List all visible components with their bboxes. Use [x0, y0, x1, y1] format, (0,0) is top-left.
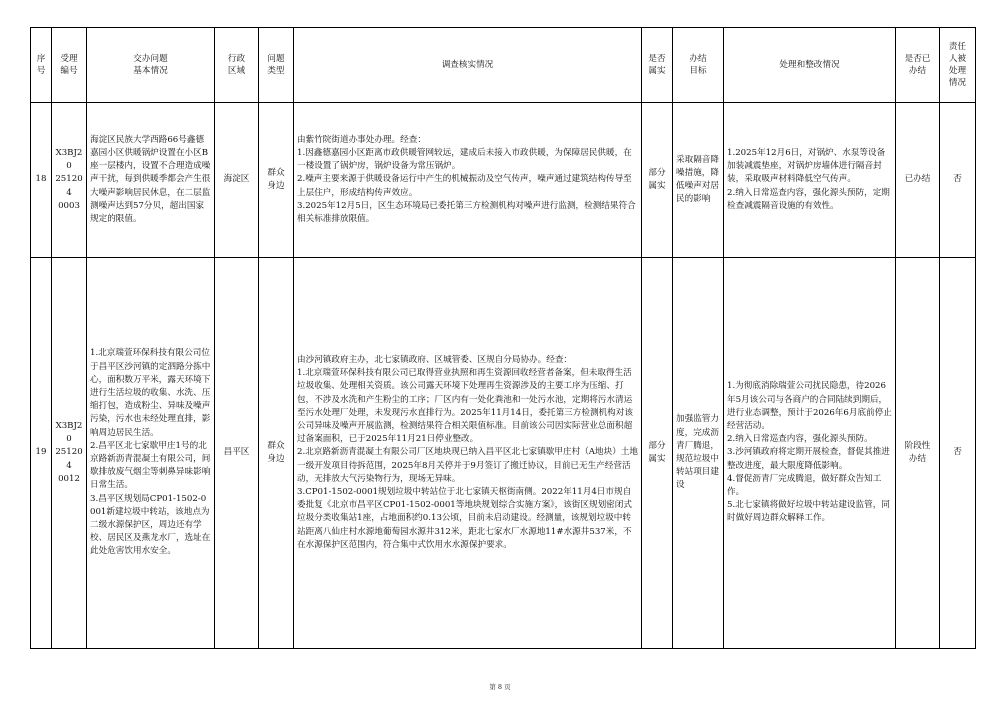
table-row [31, 103, 976, 258]
row-type: 群众 身边 [259, 258, 294, 649]
header-verified: 是否 属实 [642, 28, 673, 103]
row-investigation: 由紫竹院街道办事处办理。经查： 1.因鑫德嘉园小区距离市政供暖管网较远，建成后未接入市政供暖，为保障居民供暖，在一楼设置了锅炉房，锅炉设备为常压锅炉。 2.噪声主要来源于供暖设备运行中产生的机械振动及空气传声，噪声通过建筑结构传导至上层住户，形成结构传声效应。 3.2025年12月5日，区生态环境局已委托第三方检测机构对噪声进行监测，检测结果符合相关标准排放限值。 [294, 103, 642, 258]
page-number: 第 8 页 [489, 683, 511, 691]
row-issue: 海淀区民族大学西路66号鑫德嘉园小区供暖锅炉设置在小区B座一层楼内，设置不合理造成噪声干扰，每到供暖季都会产生很大噪声影响居民休息，在二层监测噪声达到57分贝，超出国家规定的限值。 [87, 103, 215, 258]
row-accountability: 否 [940, 258, 976, 649]
header-accountability: 责任 人被 处理 情况 [940, 28, 976, 103]
row-district: 海淀区 [215, 103, 259, 258]
row-seq: 18 [31, 103, 52, 258]
row-seq: 19 [31, 258, 52, 649]
row-closed: 阶段性 办结 [896, 258, 940, 649]
row-closed: 已办结 [896, 103, 940, 258]
header-district: 行政 区域 [215, 28, 259, 103]
header-code: 受理 编号 [52, 28, 87, 103]
row-district: 昌平区 [215, 258, 259, 649]
row-type: 群众 身边 [259, 103, 294, 258]
complaint-table [30, 27, 976, 649]
header-target: 办结 目标 [673, 28, 724, 103]
row-code: X3BJ20 251204 0003 [52, 103, 87, 258]
row-issue: 1.北京瑞萱环保科技有限公司位于昌平区沙河镇的定泗路分拣中心，面积数万平米，露天环境下进行生活垃圾的收集、水洗、压缩打包，造成粉尘、异味及噪声污染，污水也未经处理直排，影响周边居民生活。 2.昌平区北七家歇甲庄1号的北京路新沥青混凝土有限公司，间歇排放废气烟尘等刺鼻异味影响日常生活。 3.昌平区规划局CP01-1502-0001新建垃圾中转站，该地点为二级水源保护区，周边还有学校、居民区及燕龙水厂，选址在此处危害饮用水安全。 [87, 258, 215, 649]
row-verified: 部分 属实 [642, 103, 673, 258]
row-handling: 1.2025年12月6日，对锅炉、水泵等设备加装减震垫座，对锅炉房墙体进行隔音封装，采取吸声材料降低空气传声。 2.纳入日常巡查内容，强化源头预防，定期检查减震隔音设施的有效性。 [724, 103, 896, 258]
header-investigation: 调查核实情况 [294, 28, 642, 103]
row-handling: 1.为彻底消除瑞萱公司扰民隐患，待2026年5月该公司与各商户的合同陆续到期后，进行业态调整，预计于2026年6月底前停止经营活动。 2.纳入日常巡查内容，强化源头预防。 3.沙河镇政府将定期开展检查，督促其推进整改进度，最大限度降低影响。 4.督促沥青厂完成腾退，做好群众告知工作。 5.北七家镇将做好垃圾中转站建设监管，同时做好周边群众解释工作。 [724, 258, 896, 649]
row-target: 采取隔音降噪措施，降低噪声对居民的影响 [673, 103, 724, 258]
table-header-row [31, 28, 976, 103]
header-closed: 是否已 办结 [896, 28, 940, 103]
header-handling: 处理和整改情况 [724, 28, 896, 103]
row-code: X3BJ20 251204 0012 [52, 258, 87, 649]
row-verified: 部分 属实 [642, 258, 673, 649]
row-target: 加强监管力度，完成沥青厂腾退，规范垃圾中转站项目建设 [673, 258, 724, 649]
header-issue: 交办问题 基本情况 [87, 28, 215, 103]
header-seq: 序 号 [31, 28, 52, 103]
table-row [31, 258, 976, 649]
row-accountability: 否 [940, 103, 976, 258]
row-investigation: 由沙河镇政府主办，北七家镇政府、区城管委、区规自分局协办。经查： 1.北京瑞萱环保科技有限公司已取得营业执照和再生资源回收经营者备案，但未取得生活垃圾收集、处理相关资质。该公司露天环境下处理再生资源涉及的主要工序为压缩、打包，不涉及水洗和产生粉尘的工序；厂区内有一处化粪池和一处污水池，定期将污水清运至污水处理厂处理，未发现污水直排行为。2025年11月14日，委托第三方检测机构对该公司异味及噪声开展监测，检测结果符合相关限值标准。目前该公司因实际营业总面积超过备案面积，已于2025年11月21日停业整改。 2.北京路新沥青混凝土有限公司厂区地块现已纳入昌平区北七家镇歇甲庄村（A地块）土地一级开发项目待拆范围，2025年8月关停并于9月签订了搬迁协议，目前已无生产经营活动，无排放大气污染物行为，现场无异味。 3.CP01-1502-0001规划垃圾中转站位于北七家镇天枢街南侧。2022年11月4日市规自委批复《北京市昌平区CP01-1502-0001等地块规划综合实施方案》，该街区规划密闭式垃圾分类收集站1座，占地面积约0.13公顷，目前未启动建设。经测量，该规划垃圾中转站距离八仙庄村水源地葡萄园水源井312米，距北七家水厂水源地11#水源井537米，不在水源保护区范围内，符合集中式饮用水水源保护要求。 [294, 258, 642, 649]
header-type: 问题 类型 [259, 28, 294, 103]
